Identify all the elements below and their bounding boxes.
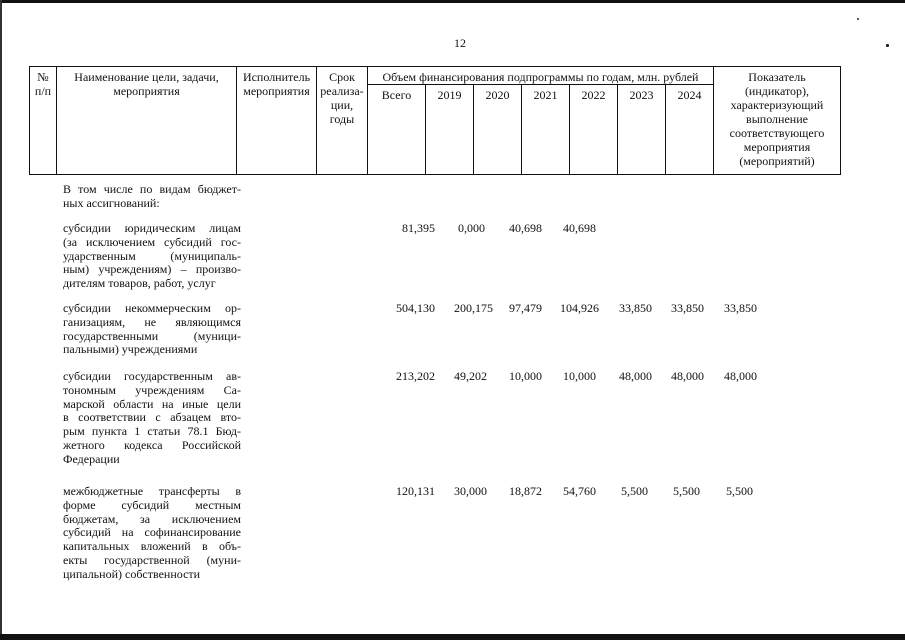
- row-name: [63, 370, 241, 467]
- header-year: 2024: [666, 85, 714, 175]
- header-financing: Объем финансирования подпрограммы по годам, млн. рублей: [368, 67, 714, 85]
- row-name-line: жетного кодекса Российской: [63, 437, 241, 452]
- header-indicator: Показатель (индикатор), характеризующий выполнение соответствующего мероприятия (мероприятий): [714, 67, 841, 175]
- row-name-line: тономным учреждениям Са-: [63, 382, 241, 397]
- header-year: 2023: [618, 85, 666, 175]
- row-name-line: рым пункта 1 статьи 78.1 Бюд-: [63, 424, 241, 439]
- row-name-line: Федерации: [63, 451, 120, 466]
- row-value: 48,000: [724, 369, 757, 383]
- row-value: 40,698: [509, 221, 542, 235]
- scan-edge-bottom: [0, 634, 905, 640]
- row-value: 5,500: [621, 484, 648, 498]
- row-value: 33,850: [671, 301, 704, 315]
- row-name-line: в соответствии с абзацем вто-: [63, 410, 241, 425]
- row-value: 10,000: [563, 369, 596, 383]
- row-name-line: ным) учреждениям) – произво-: [63, 262, 241, 277]
- row-name: [63, 222, 241, 291]
- row-name-line: межбюджетные трансферты в: [63, 484, 241, 498]
- row-name-line: форме субсидий местным: [63, 497, 241, 512]
- page-number: 12: [454, 36, 466, 50]
- header-num: № п/п: [30, 67, 57, 175]
- scan-speck: [857, 18, 859, 20]
- row-value: 104,926: [560, 301, 599, 315]
- row-name-line: ципальной) собственности: [63, 566, 201, 581]
- row-value: 0,000: [458, 221, 485, 235]
- row-value: 48,000: [671, 369, 704, 383]
- row-name-line: субсидии юридическим лицам: [63, 221, 241, 235]
- header-year: 2022: [570, 85, 618, 175]
- intro-line: В том числе по видам бюджет-: [63, 182, 241, 196]
- row-name-line: марской области на иные цели: [63, 396, 241, 411]
- scan-edge-top: [0, 0, 905, 3]
- header-executor: Исполнитель мероприятия: [237, 67, 317, 175]
- row-value: 97,479: [509, 301, 542, 315]
- header-year: 2019: [426, 85, 474, 175]
- row-name: [63, 485, 241, 582]
- scan-edge-left: [0, 0, 2, 640]
- row-value: 33,850: [724, 301, 757, 315]
- row-value: 40,698: [563, 221, 596, 235]
- row-total: 504,130: [396, 301, 435, 315]
- table-header: [29, 66, 841, 175]
- row-name-line: ганизациям, не являющимся: [63, 314, 241, 329]
- row-value: 30,000: [454, 484, 487, 498]
- row-value: 54,760: [563, 484, 596, 498]
- intro-text: [63, 183, 241, 211]
- row-name-line: субсидий на софинансирование: [63, 525, 241, 540]
- row-name: [63, 302, 241, 357]
- row-name-line: ударственным (муниципаль-: [63, 248, 241, 263]
- row-value: 10,000: [509, 369, 542, 383]
- row-total: 120,131: [396, 484, 435, 498]
- row-name-line: бюджетам, за исключением: [63, 511, 241, 526]
- row-name-line: екты государственной (муни-: [63, 552, 241, 567]
- row-value: 33,850: [619, 301, 652, 315]
- header-year: 2020: [474, 85, 522, 175]
- intro-line: ных ассигнований:: [63, 195, 160, 210]
- row-value: 18,872: [509, 484, 542, 498]
- row-name-line: субсидии государственным ав-: [63, 369, 241, 383]
- row-total: 81,395: [402, 221, 435, 235]
- table-body: [29, 180, 891, 600]
- scan-speck: [886, 44, 889, 47]
- row-name-line: государственными (муници-: [63, 328, 241, 343]
- row-name-line: капитальных вложений в объ-: [63, 539, 241, 554]
- header-total: Всего: [368, 85, 426, 175]
- header-year: 2021: [522, 85, 570, 175]
- row-value: 5,500: [726, 484, 753, 498]
- row-name-line: пальными) учреждениями: [63, 342, 198, 357]
- row-name-line: дителям товаров, работ, услуг: [63, 276, 216, 291]
- row-value: 5,500: [673, 484, 700, 498]
- row-name-line: субсидии некоммерческим ор-: [63, 301, 241, 315]
- header-term: Срок реализа-ции, годы: [317, 67, 368, 175]
- row-total: 213,202: [396, 369, 435, 383]
- row-value: 49,202: [454, 369, 487, 383]
- row-value: 48,000: [619, 369, 652, 383]
- header-name: Наименование цели, задачи, мероприятия: [57, 67, 237, 175]
- row-value: 200,175: [454, 301, 493, 315]
- row-name-line: (за исключением субсидий гос-: [63, 234, 241, 249]
